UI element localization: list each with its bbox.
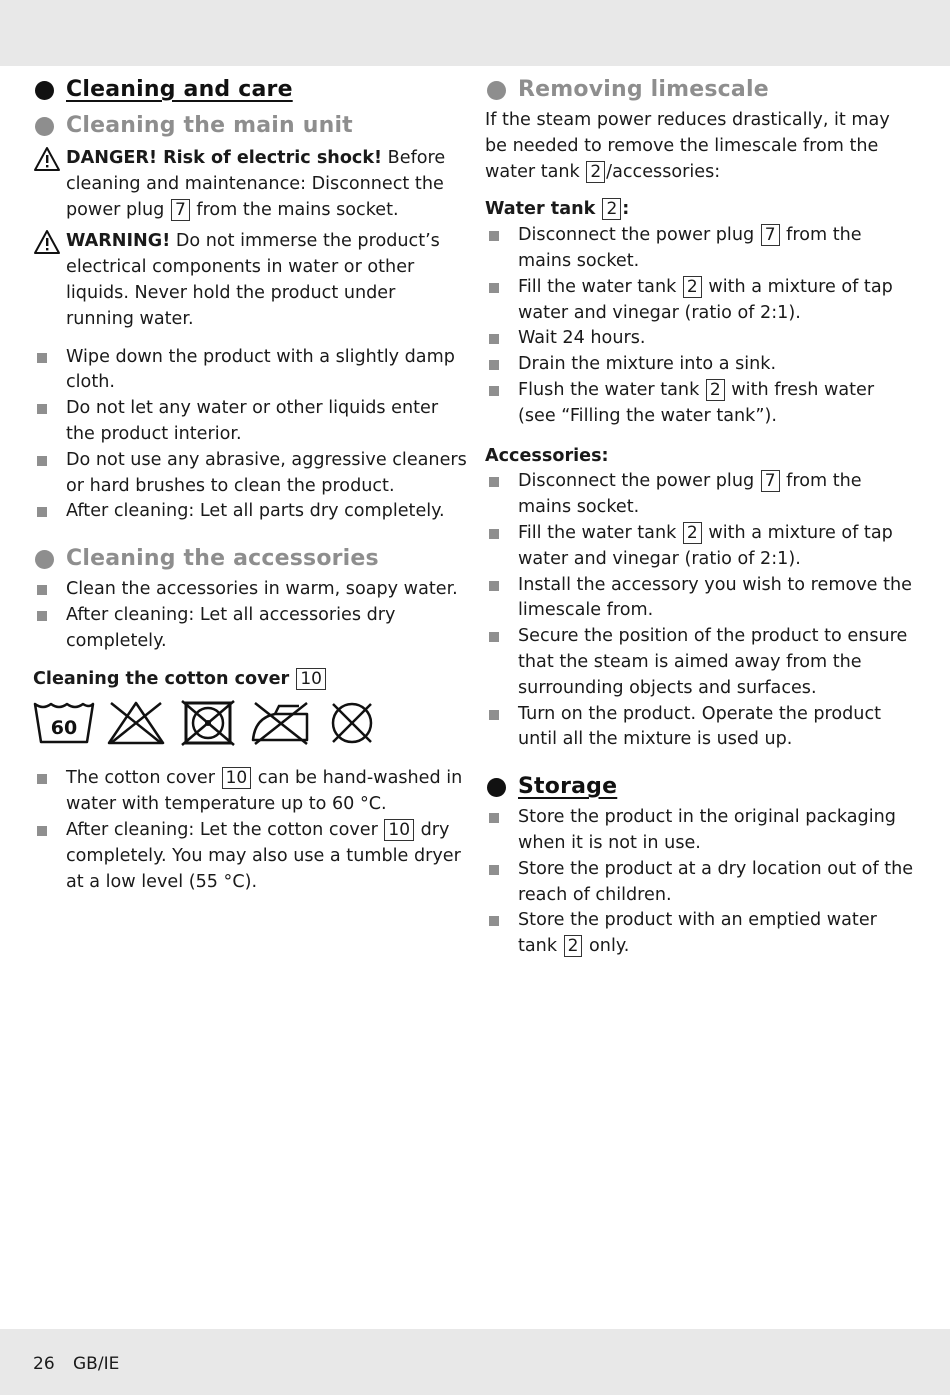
square-bullet-icon — [37, 611, 47, 621]
wash-60-icon — [33, 700, 95, 746]
wash-temperature: 60 — [50, 717, 78, 740]
limescale-intro: If the steam power reduces drastically, it may be needed to remove the limescale from the water tank 2 /accessories: — [485, 110, 890, 182]
no-iron-icon — [249, 700, 311, 746]
square-bullet-icon — [489, 581, 499, 591]
heading-removing-limescale: Removing limescale — [485, 72, 917, 108]
bullet-dot-icon — [35, 81, 54, 100]
bullet-dot-icon — [35, 550, 54, 569]
list-item: Do not use any abrasive, aggressive cleaners or hard brushes to clean the product. — [33, 448, 468, 500]
footer-band — [0, 1329, 950, 1395]
part-number: 2 — [586, 161, 605, 183]
list-item: Flush the water tank 2 with fresh water (see “Filling the water tank”). — [485, 378, 917, 430]
list-item: Store the product with an emptied water tank 2 only. — [485, 908, 917, 960]
square-bullet-icon — [489, 916, 499, 926]
list-item: Wait 24 hours. — [485, 326, 917, 352]
square-bullet-icon — [37, 585, 47, 595]
list-item: Disconnect the power plug 7 from the mains socket. — [485, 469, 917, 521]
list-item: Wipe down the product with a slightly damp cloth. — [33, 345, 468, 397]
cotton-cover-heading: Cleaning the cotton cover 10 — [33, 667, 468, 693]
list-item: Turn on the product. Operate the product until all the mixture is used up. — [485, 702, 917, 754]
main-unit-list — [33, 345, 468, 526]
square-bullet-icon — [489, 283, 499, 293]
top-band — [0, 0, 950, 66]
accessories-list — [33, 577, 468, 654]
cotton-cover-list — [33, 766, 468, 895]
right-column — [485, 72, 917, 960]
list-item: Disconnect the power plug 7 from the mains socket. — [485, 223, 917, 275]
tumble-dry-low-icon — [177, 700, 239, 746]
storage-list — [485, 805, 917, 960]
accessories-heading: Accessories: — [485, 445, 609, 466]
page-number: 26 — [33, 1354, 55, 1374]
square-bullet-icon — [489, 360, 499, 370]
square-bullet-icon — [37, 353, 47, 363]
square-bullet-icon — [489, 865, 499, 875]
square-bullet-icon — [489, 632, 499, 642]
square-bullet-icon — [37, 826, 47, 836]
part-number: 2 — [706, 379, 725, 401]
heading-storage: Storage — [485, 769, 917, 805]
square-bullet-icon — [489, 386, 499, 396]
part-number: 7 — [761, 470, 780, 492]
square-bullet-icon — [489, 231, 499, 241]
warning-notice: WARNING! Do not immerse the product’s electrical components in water or other liquids. Never hold the product under running water. — [33, 229, 468, 332]
part-number: 2 — [564, 935, 583, 957]
list-item: Install the accessory you wish to remove the limescale from. — [485, 573, 917, 625]
list-item: Clean the accessories in warm, soapy water. — [33, 577, 468, 603]
bullet-dot-icon — [487, 778, 506, 797]
care-symbols — [33, 700, 468, 750]
square-bullet-icon — [37, 507, 47, 517]
no-bleach-icon — [105, 700, 167, 746]
heading-cleaning-and-care: Cleaning and care — [33, 72, 468, 108]
part-number: 2 — [683, 276, 702, 298]
list-item: Store the product at a dry location out of the reach of children. — [485, 857, 917, 909]
list-item: Drain the mixture into a sink. — [485, 352, 917, 378]
language-code: GB/IE — [73, 1354, 120, 1374]
warning-triangle-icon — [33, 229, 61, 255]
list-item: After cleaning: Let all parts dry completely. — [33, 499, 468, 525]
part-number: 2 — [683, 522, 702, 544]
square-bullet-icon — [489, 529, 499, 539]
part-number: 10 — [384, 819, 414, 841]
water-tank-list — [485, 223, 917, 429]
part-number: 7 — [171, 199, 190, 221]
warning-triangle-icon — [33, 146, 61, 172]
left-column — [33, 72, 468, 895]
part-number: 7 — [761, 224, 780, 246]
water-tank-heading: Water tank 2 : — [485, 199, 630, 220]
square-bullet-icon — [489, 334, 499, 344]
bullet-dot-icon — [487, 81, 506, 100]
heading-cleaning-accessories: Cleaning the accessories — [33, 541, 468, 577]
list-item: Secure the position of the product to ensure that the steam is aimed away from the surrounding objects and surfaces. — [485, 624, 917, 701]
square-bullet-icon — [489, 710, 499, 720]
list-item: Fill the water tank 2 with a mixture of tap water and vinegar (ratio of 2:1). — [485, 521, 917, 573]
part-number: 10 — [222, 767, 252, 789]
list-item: After cleaning: Let all accessories dry completely. — [33, 603, 468, 655]
square-bullet-icon — [37, 774, 47, 784]
list-item: After cleaning: Let the cotton cover 10 dry completely. You may also use a tumble dryer at a low level (55 °C). — [33, 818, 468, 895]
accessories-limescale-list — [485, 469, 917, 753]
square-bullet-icon — [37, 456, 47, 466]
list-item: Store the product in the original packaging when it is not in use. — [485, 805, 917, 857]
square-bullet-icon — [489, 813, 499, 823]
danger-notice: DANGER! Risk of electric shock! Before cleaning and maintenance: Disconnect the power plug 7 from the mains socket. — [33, 146, 468, 223]
bullet-dot-icon — [35, 117, 54, 136]
heading-cleaning-main-unit: Cleaning the main unit — [33, 108, 468, 144]
list-item: Do not let any water or other liquids enter the product interior. — [33, 396, 468, 448]
part-number: 2 — [602, 198, 621, 220]
list-item: Fill the water tank 2 with a mixture of tap water and vinegar (ratio of 2:1). — [485, 275, 917, 327]
no-dry-clean-icon — [321, 700, 383, 746]
square-bullet-icon — [489, 477, 499, 487]
part-number: 10 — [296, 668, 326, 690]
square-bullet-icon — [37, 404, 47, 414]
list-item: The cotton cover 10 can be hand-washed in water with temperature up to 60 °C. — [33, 766, 468, 818]
